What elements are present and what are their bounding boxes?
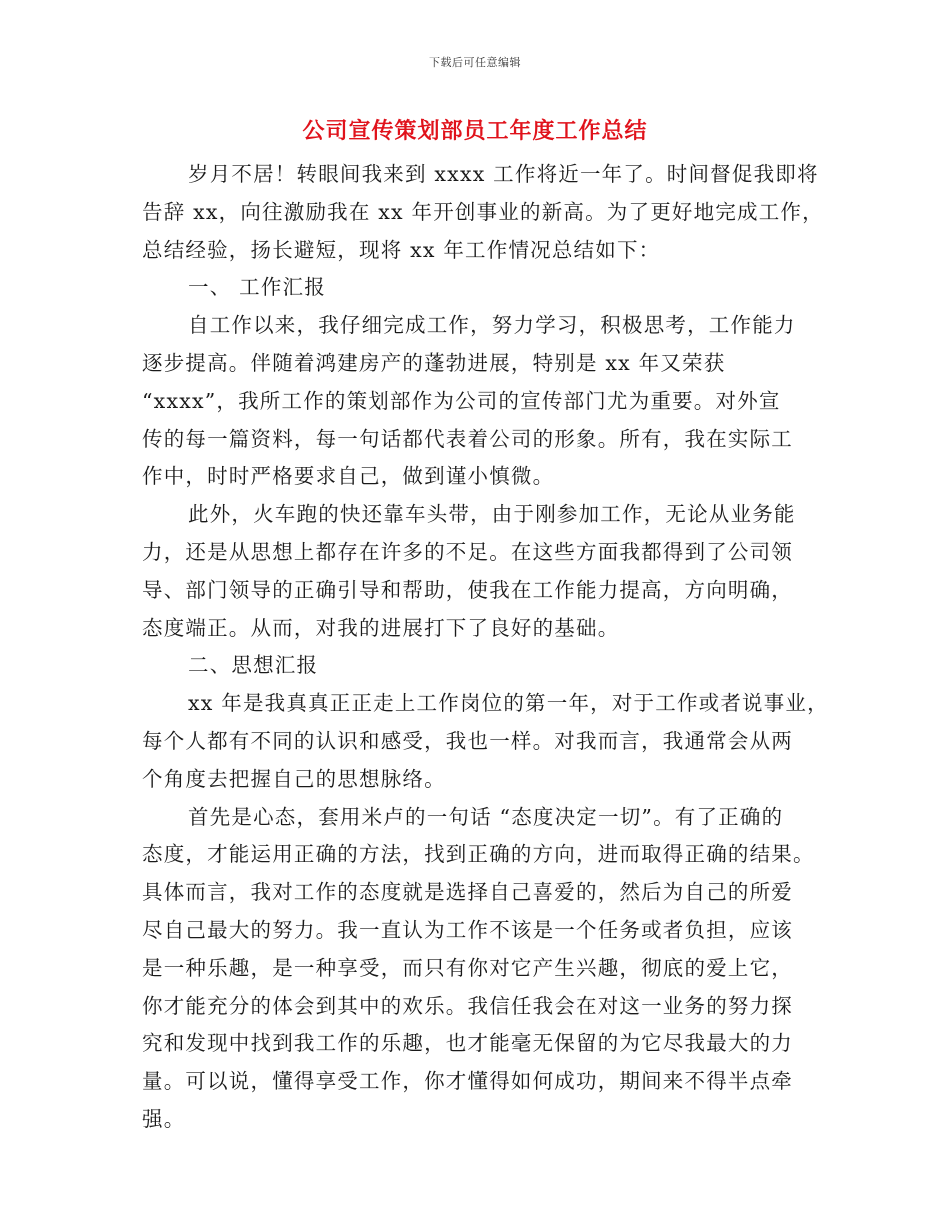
body-line: 岁月不居！转眼间我来到 xxxx 工作将近一年了。时间督促我即将 (188, 162, 819, 186)
body-line: 作中，时时严格要求自己，做到谨小慎微。 (142, 464, 555, 489)
header-note: 下载后可任意编辑 (429, 56, 521, 69)
body-line: 态度，才能运用正确的方法，找到正确的方向，进而取得正确的结果。 (142, 842, 815, 867)
body-line: 总结经验，扬长避短，现将 xx 年工作情况总结如下： (142, 237, 661, 262)
body-line: 你才能充分的体会到其中的欢乐。我信任我会在对这一业务的努力探 (142, 993, 793, 1018)
body-line: 每个人都有不同的认识和感受，我也一样。对我而言，我通常会从两 (142, 728, 793, 753)
body-line: 传的每一篇资料，每一句话都代表着公司的形象。所有，我在实际工 (142, 426, 793, 451)
body-line: 逐步提高。伴随着鸿建房产的蓬勃进展，特别是 xx 年又荣获 (142, 350, 726, 375)
body-line: 一、 工作汇报 (188, 275, 326, 300)
body-line: “xxxx”，我所工作的策划部作为公司的宣传部门尤为重要。对外宣 (142, 388, 781, 413)
body-line: 态度端正。从而，对我的进展打下了良好的基础。 (142, 615, 620, 640)
body-line: 自工作以来，我仔细完成工作，努力学习，积极思考，工作能力 (188, 313, 796, 338)
body-line: 是一种乐趣，是一种享受，而只有你对它产生兴趣，彻底的爱上它， (142, 955, 793, 980)
body-line: 个角度去把握自己的思想脉络。 (142, 766, 446, 791)
body-line: 具体而言，我对工作的态度就是选择自己喜爱的，然后为自己的所爱 (142, 880, 793, 905)
body-line: 二、思想汇报 (188, 653, 319, 678)
document-title: 公司宣传策划部员工年度工作总结 (302, 119, 648, 144)
body-line: 尽自己最大的努力。我一直认为工作不该是一个任务或者负担，应该 (142, 917, 793, 942)
body-line: 强。 (142, 1106, 186, 1131)
body-line: 告辞 xx，向往激励我在 xx 年开创事业的新高。为了更好地完成工作， (142, 199, 824, 224)
body-line: 究和发现中找到我工作的乐趣，也才能毫无保留的为它尽我最大的力 (142, 1031, 793, 1056)
body-line: 力，还是从思想上都存在许多的不足。在这些方面我都得到了公司领 (142, 539, 793, 564)
body-line: 量。可以说，懂得享受工作，你才懂得如何成功，期间来不得半点牵 (142, 1069, 793, 1094)
body-line: xx 年是我真真正正走上工作岗位的第一年，对于工作或者说事业， (188, 691, 829, 716)
document-body (142, 156, 829, 1139)
body-line: 导、部门领导的正确引导和帮助，使我在工作能力提高，方向明确， (142, 577, 793, 602)
body-line: 首先是心态，套用米卢的一句话 “态度决定一切”。有了正确的 (188, 804, 784, 829)
body-line: 此外，火车跑的快还靠车头带，由于刚参加工作，无论从业务能 (188, 502, 796, 527)
